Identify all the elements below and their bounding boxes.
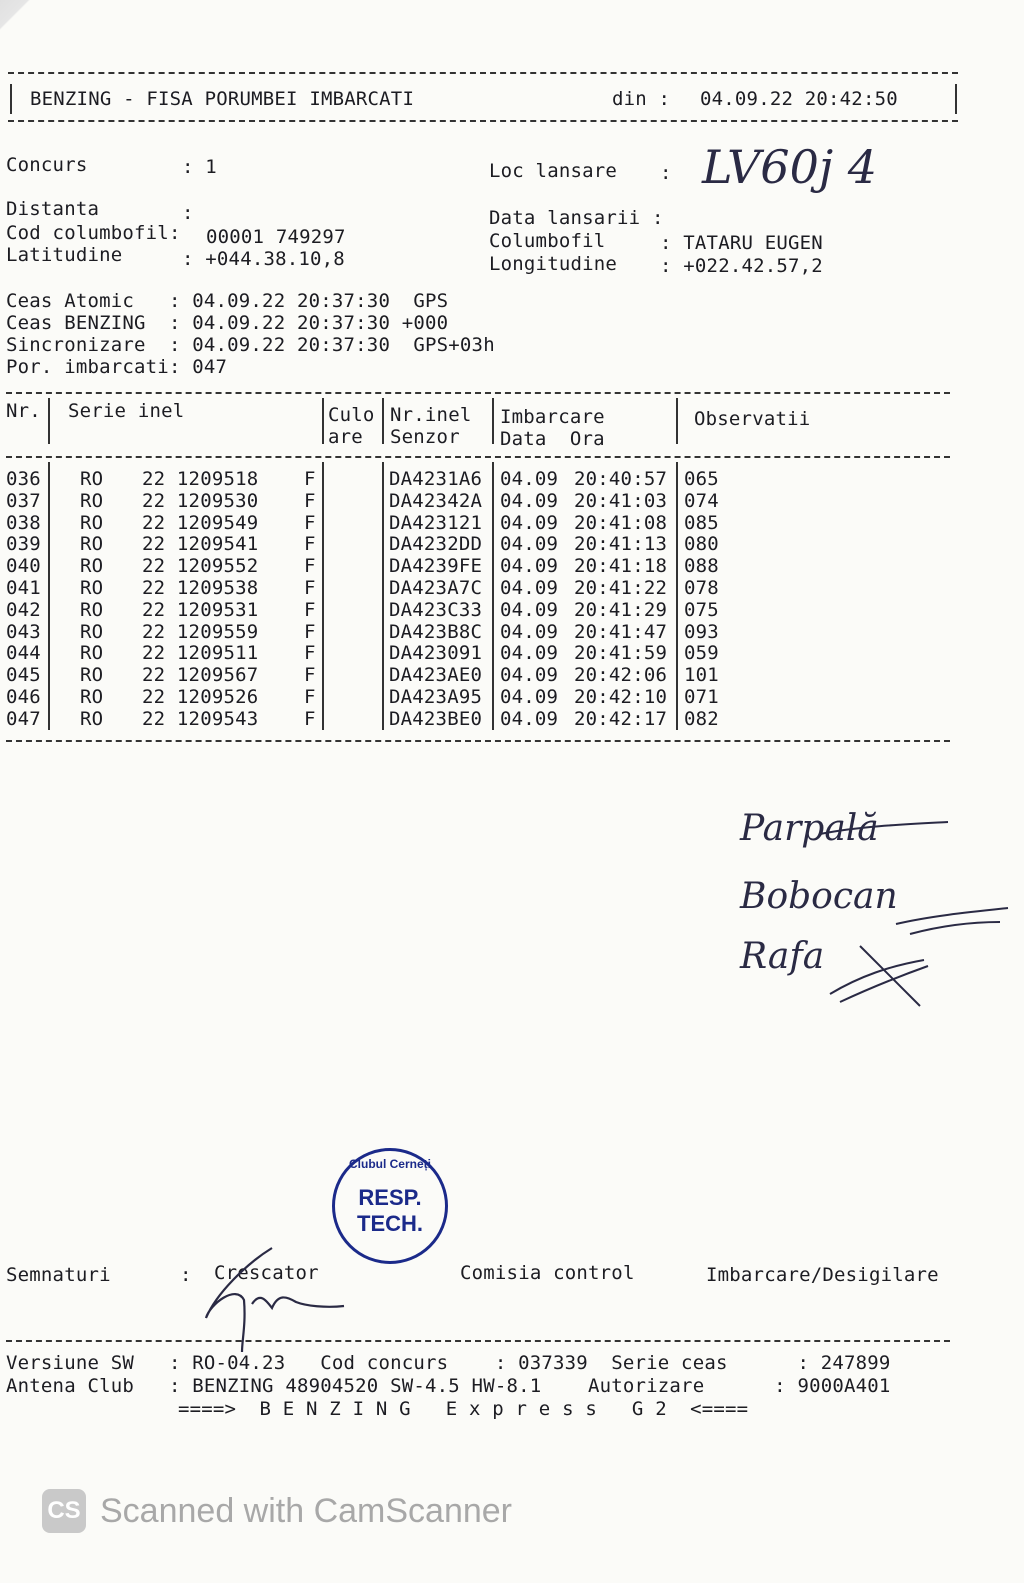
cell-nr: 044 [6,642,41,665]
cell-data: 04.09 [500,533,559,556]
cell-nr: 040 [6,555,41,578]
cell-tara: RO [80,707,104,730]
cell-sex: F [304,707,316,730]
cell-observatii: 093 [684,620,719,643]
cell-ora: 20:42:10 [574,686,668,708]
handwritten-name-2: Bobocan [740,876,898,917]
cell-senzor: DA423A95 [389,686,483,708]
ceas-atomic-line: Ceas Atomic : 04.09.22 20:37:30 GPS [6,290,449,312]
cell-serie-inel: 22 1209538 [142,577,259,599]
stamp-line-2: TECH. [357,1211,423,1236]
cell-tara: RO [80,468,104,490]
cell-nr: 047 [6,707,41,730]
cell-tara: RO [80,686,104,708]
latitudine-value: : +044.38.10,8 [182,248,345,270]
cell-ora: 20:41:59 [574,642,668,665]
th-imbarcare-2: Data Ora [500,428,605,450]
cell-nr: 045 [6,664,41,687]
cell-observatii: 080 [684,533,719,556]
cell-serie-inel: 22 1209531 [142,598,259,621]
cell-sex: F [304,511,316,534]
th-culoare-2: are [328,426,363,448]
cell-tara: RO [80,642,104,665]
header-top-rule [8,72,958,74]
col-divider-serie [322,398,324,444]
cell-sex: F [304,489,316,512]
cell-tara: RO [80,664,104,687]
porumbei-imbarcati-line: Por. imbarcati: 047 [6,356,228,378]
header-left-border [10,84,12,114]
cell-ora: 20:42:06 [574,664,668,687]
comisia-control-label: Comisia control [460,1262,635,1284]
cell-observatii: 085 [684,511,719,534]
cell-data: 04.09 [500,664,559,687]
din-label: din : [612,88,671,110]
col-divider-nr [48,398,50,444]
cell-data: 04.09 [500,577,559,599]
cell-senzor: DA423AE0 [389,664,483,687]
distanta-label: Distanta [6,198,100,220]
concurs-label: Concurs [6,154,88,176]
cell-ora: 20:41:18 [574,555,668,578]
cod-columbofil-label: Cod columbofil: [6,222,181,244]
din-datetime: 04.09.22 20:42:50 [700,88,898,110]
ceas-benzing-line: Ceas BENZING : 04.09.22 20:37:30 +000 [6,312,449,334]
cell-serie-inel: 22 1209518 [142,468,259,490]
table-bottom-rule [6,740,950,742]
data-lansarii-label: Data lansarii : [489,207,664,229]
cell-tara: RO [80,620,104,643]
longitudine-label: Longitudine [489,253,618,275]
cell-tara: RO [80,489,104,512]
semnaturi-colon: : [180,1264,192,1286]
cell-data: 04.09 [500,511,559,534]
header-right-border [955,84,957,114]
cell-observatii: 101 [684,664,719,687]
cell-serie-inel: 22 1209552 [142,555,259,578]
cell-senzor: DA4232DD [389,533,483,556]
handwritten-name-1: Parpală [740,808,879,849]
crescator-signature [196,1244,356,1354]
columbofil-value: : TATARU EUGEN [660,232,823,254]
cell-sex: F [304,686,316,708]
cell-senzor: DA423091 [389,642,483,665]
cell-senzor: DA423A7C [389,577,483,599]
document-title: BENZING - FISA PORUMBEI IMBARCATI [30,88,415,110]
cell-nr: 042 [6,598,41,621]
cell-data: 04.09 [500,686,559,708]
imbarcare-desigilare-label: Imbarcare/Desigilare [706,1264,939,1286]
cell-tara: RO [80,511,104,534]
commission-signature-strokes [820,816,1010,1016]
cell-ora: 20:41:13 [574,533,668,556]
cell-ora: 20:40:57 [574,468,668,490]
cell-sex: F [304,642,316,665]
cell-ora: 20:41:29 [574,598,668,621]
cell-sex: F [304,620,316,643]
body-divider-imbarcare [676,462,678,730]
cell-tara: RO [80,533,104,556]
cell-serie-inel: 22 1209511 [142,642,259,665]
cell-sex: F [304,664,316,687]
cell-nr: 036 [6,468,41,490]
cell-ora: 20:41:22 [574,577,668,599]
handwritten-name-3: Rafa [740,936,825,977]
body-divider-nr [48,462,50,730]
cell-serie-inel: 22 1209530 [142,489,259,512]
cell-ora: 20:42:17 [574,707,668,730]
cell-observatii: 059 [684,642,719,665]
distanta-value: : [182,202,194,224]
body-divider-serie [322,462,324,730]
cell-observatii: 082 [684,707,719,730]
loc-lansare-handwritten: LV60j 4 [702,140,877,194]
cell-nr: 046 [6,686,41,708]
cell-serie-inel: 22 1209549 [142,511,259,534]
longitudine-value: : +022.42.57,2 [660,255,823,277]
loc-lansare-colon: : [660,162,672,184]
latitudine-label: Latitudine [6,244,123,266]
cell-sex: F [304,598,316,621]
cell-ora: 20:41:47 [574,620,668,643]
cell-data: 04.09 [500,489,559,512]
table-header-rule [6,456,950,458]
cell-data: 04.09 [500,468,559,490]
th-imbarcare-1: Imbarcare [500,406,605,428]
cell-ora: 20:41:03 [574,489,668,512]
col-divider-culoare [382,398,384,444]
cell-serie-inel: 22 1209526 [142,686,259,708]
cell-tara: RO [80,598,104,621]
cell-senzor: DA42342A [389,489,483,512]
footer-antena-line: Antena Club : BENZING 48904520 SW-4.5 HW-8.1 Autorizare : 9000A401 [6,1375,891,1397]
cell-senzor: DA423BE0 [389,707,483,730]
cell-data: 04.09 [500,707,559,730]
cell-data: 04.09 [500,598,559,621]
header-bottom-rule [8,120,958,122]
table-top-rule [6,392,950,394]
stamp-line-1: RESP. [358,1185,422,1210]
camscanner-logo-icon: CS [42,1489,86,1533]
body-divider-culoare [382,462,384,730]
cell-sex: F [304,577,316,599]
cell-data: 04.09 [500,555,559,578]
footer-versiune-line: Versiune SW : RO-04.23 Cod concurs : 037339 Serie ceas : 247899 [6,1352,891,1374]
camscanner-watermark [42,1488,512,1534]
cell-observatii: 065 [684,468,719,490]
th-serie-inel: Serie inel [68,400,185,422]
cell-nr: 037 [6,489,41,512]
cell-tara: RO [80,555,104,578]
columbofil-label: Columbofil [489,230,606,252]
footer-top-rule [6,1340,950,1342]
camscanner-text: Scanned with CamScanner [100,1491,513,1530]
cell-serie-inel: 22 1209559 [142,620,259,643]
cell-nr: 043 [6,620,41,643]
crescator-label: Crescator [214,1262,319,1284]
cell-nr: 041 [6,577,41,599]
cell-serie-inel: 22 1209567 [142,664,259,687]
loc-lansare-label: Loc lansare [489,160,618,182]
page-corner-shadow [0,0,80,80]
cod-columbofil-value: 00001 749297 [206,226,346,248]
cell-senzor: DA4231A6 [389,468,483,490]
th-nr: Nr. [6,400,41,422]
cell-nr: 038 [6,511,41,534]
concurs-value: : 1 [182,156,217,178]
cell-senzor: DA423B8C [389,620,483,643]
cell-observatii: 074 [684,489,719,512]
cell-nr: 039 [6,533,41,556]
sincronizare-line: Sincronizare : 04.09.22 20:37:30 GPS+03h [6,334,495,356]
cell-ora: 20:41:08 [574,511,668,534]
cell-sex: F [304,533,316,556]
col-divider-senzor [492,398,494,444]
cell-serie-inel: 22 1209543 [142,707,259,730]
cell-observatii: 075 [684,598,719,621]
cell-observatii: 088 [684,555,719,578]
th-culoare-1: Culo [328,404,375,426]
cell-senzor: DA4239FE [389,555,483,578]
cell-data: 04.09 [500,620,559,643]
cell-senzor: DA423C33 [389,598,483,621]
body-divider-senzor [492,462,494,730]
footer-benzing-express: ====> B E N Z I N G E x p r e s s G 2 <==== [178,1398,749,1420]
semnaturi-label: Semnaturi [6,1264,111,1286]
th-nrinel-2: Senzor [390,426,460,448]
cell-observatii: 071 [684,686,719,708]
cell-sex: F [304,468,316,490]
cell-observatii: 078 [684,577,719,599]
cell-senzor: DA423121 [389,511,483,534]
th-observatii: Observatii [694,408,811,430]
cell-data: 04.09 [500,642,559,665]
cell-sex: F [304,555,316,578]
th-nrinel-1: Nr.inel [390,404,472,426]
cell-serie-inel: 22 1209541 [142,533,259,556]
cell-tara: RO [80,577,104,599]
col-divider-imbarcare [676,398,678,444]
stamp-ring-text: Clubul Cerneți [348,1157,431,1171]
